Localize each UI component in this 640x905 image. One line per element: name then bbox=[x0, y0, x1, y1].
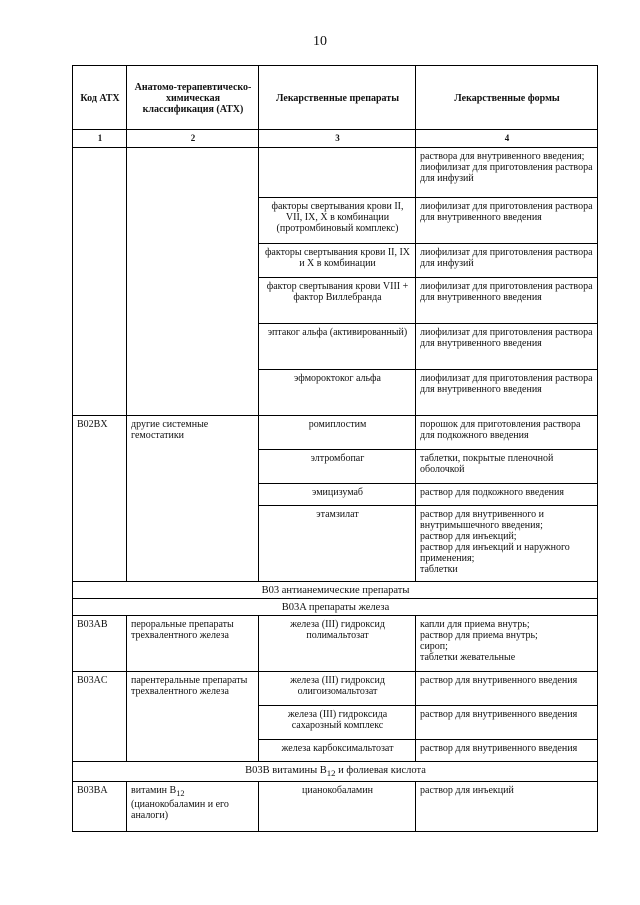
form-line: лиофилизат для приготовления раствора для инфузий bbox=[420, 162, 593, 184]
form-line: раствор для внутривенного и внутримышечного введения; bbox=[420, 509, 545, 531]
drug-cell: фактор свертывания крови VIII + фактор Виллебранда bbox=[259, 278, 416, 324]
table-row bbox=[73, 148, 598, 198]
forms-cell bbox=[416, 450, 598, 484]
form-line: раствор для инъекций; bbox=[420, 531, 517, 542]
code-cell: B03AB bbox=[73, 616, 127, 672]
form-line: сироп; bbox=[420, 641, 448, 652]
form-line: таблетки жевательные bbox=[420, 652, 516, 663]
section-prefix: B03B витамины B bbox=[245, 765, 327, 776]
forms-cell bbox=[416, 278, 598, 324]
col-number: 3 bbox=[259, 130, 416, 148]
section-row bbox=[73, 599, 598, 616]
page-number: 10 bbox=[313, 34, 327, 49]
form-line: лиофилизат для приготовления раствора для внутривенного введения bbox=[420, 327, 593, 349]
class-cell: парентеральные препараты трехвалентного железа bbox=[127, 672, 259, 762]
drug-cell: цианокобаламин bbox=[259, 782, 416, 832]
drug-cell: железа (III) гидроксид олигоизомальтозат bbox=[259, 672, 416, 706]
form-line: таблетки, покрытые пленочной оболочкой bbox=[420, 453, 554, 475]
forms-cell bbox=[416, 484, 598, 506]
drug-cell: эптаког альфа (активированный) bbox=[259, 324, 416, 370]
drug-cell: эфмороктоког альфа bbox=[259, 370, 416, 416]
table-row bbox=[73, 616, 598, 672]
table-row bbox=[73, 672, 598, 706]
drug-cell: элтромбопаг bbox=[259, 450, 416, 484]
section-title bbox=[73, 762, 598, 782]
header-row bbox=[73, 66, 598, 130]
col-number: 4 bbox=[416, 130, 598, 148]
class-name-subscript: 12 bbox=[176, 789, 185, 799]
forms-cell bbox=[416, 244, 598, 278]
form-line: лиофилизат для приготовления раствора для внутривенного введения bbox=[420, 201, 593, 223]
col-number: 2 bbox=[127, 130, 259, 148]
form-line: таблетки bbox=[420, 564, 458, 575]
drug-cell: железа (III) гидроксида сахарозный комплекс bbox=[259, 706, 416, 740]
section-row bbox=[73, 582, 598, 599]
drug-cell bbox=[259, 148, 416, 198]
drug-cell: железа карбоксимальтозат bbox=[259, 740, 416, 762]
header-drugs: Лекарственные препараты bbox=[259, 66, 416, 130]
code-cell bbox=[73, 148, 127, 416]
class-name-rest: (цианокобаламин и его аналоги) bbox=[131, 799, 229, 822]
class-name-prefix: витамин B bbox=[131, 785, 177, 797]
form-line: раствор для внутривенного введения bbox=[420, 743, 578, 754]
forms-cell bbox=[416, 782, 598, 832]
header-classification: Анатомо-терапевтическо-химическая классификация (АТХ) bbox=[127, 66, 259, 130]
forms-cell bbox=[416, 416, 598, 450]
header-code: Код АТХ bbox=[73, 66, 127, 130]
forms-cell bbox=[416, 706, 598, 740]
section-subscript: 12 bbox=[326, 768, 336, 779]
drug-cell: железа (III) гидроксид полимальтозат bbox=[259, 616, 416, 672]
atx-table bbox=[72, 65, 598, 832]
header-forms: Лекарственные формы bbox=[416, 66, 598, 130]
class-cell: другие системные гемостатики bbox=[127, 416, 259, 582]
table-row bbox=[73, 416, 598, 450]
form-line: раствор для внутривенного введения bbox=[420, 675, 578, 686]
section-row bbox=[73, 762, 598, 782]
forms-cell bbox=[416, 616, 598, 672]
forms-cell bbox=[416, 370, 598, 416]
forms-cell bbox=[416, 506, 598, 582]
form-line: раствор для инъекций bbox=[420, 785, 514, 797]
form-line: капли для приема внутрь; bbox=[420, 619, 530, 630]
col-number: 1 bbox=[73, 130, 127, 148]
form-line: раствор для внутривенного введения bbox=[420, 709, 578, 720]
form-line: лиофилизат для приготовления раствора для инфузий bbox=[420, 247, 593, 269]
section-suffix: и фолиевая кислота bbox=[335, 765, 426, 776]
code-cell: B03AC bbox=[73, 672, 127, 762]
drug-cell: ромиплостим bbox=[259, 416, 416, 450]
drug-cell: этамзилат bbox=[259, 506, 416, 582]
forms-cell bbox=[416, 672, 598, 706]
forms-cell bbox=[416, 148, 598, 198]
code-cell: B02BX bbox=[73, 416, 127, 582]
class-cell bbox=[127, 782, 259, 832]
class-cell: пероральные препараты трехвалентного железа bbox=[127, 616, 259, 672]
forms-cell bbox=[416, 740, 598, 762]
forms-cell bbox=[416, 324, 598, 370]
form-line: лиофилизат для приготовления раствора для внутривенного введения bbox=[420, 281, 593, 303]
code-cell: B03BA bbox=[73, 782, 127, 832]
class-cell bbox=[127, 148, 259, 416]
table-row bbox=[73, 782, 598, 832]
section-title: B03A препараты железа bbox=[73, 599, 598, 616]
form-line: лиофилизат для приготовления раствора для внутривенного введения bbox=[420, 373, 593, 395]
form-line: раствор для подкожного введения bbox=[420, 487, 564, 498]
form-line: раствор для инъекций и наружного применения; bbox=[420, 542, 570, 564]
section-title: B03 антианемические препараты bbox=[73, 582, 598, 599]
drug-cell: факторы свертывания крови II, IX и X в комбинации bbox=[259, 244, 416, 278]
column-number-row bbox=[73, 130, 598, 148]
form-line: раствор для приема внутрь; bbox=[420, 630, 538, 641]
drug-cell: эмицизумаб bbox=[259, 484, 416, 506]
forms-cell bbox=[416, 198, 598, 244]
form-line: раствора для внутривенного введения; bbox=[420, 151, 585, 162]
drug-cell: факторы свертывания крови II, VII, IX, X в комбинации (протромбиновый комплекс) bbox=[259, 198, 416, 244]
form-line: порошок для приготовления раствора для подкожного введения bbox=[420, 419, 581, 441]
